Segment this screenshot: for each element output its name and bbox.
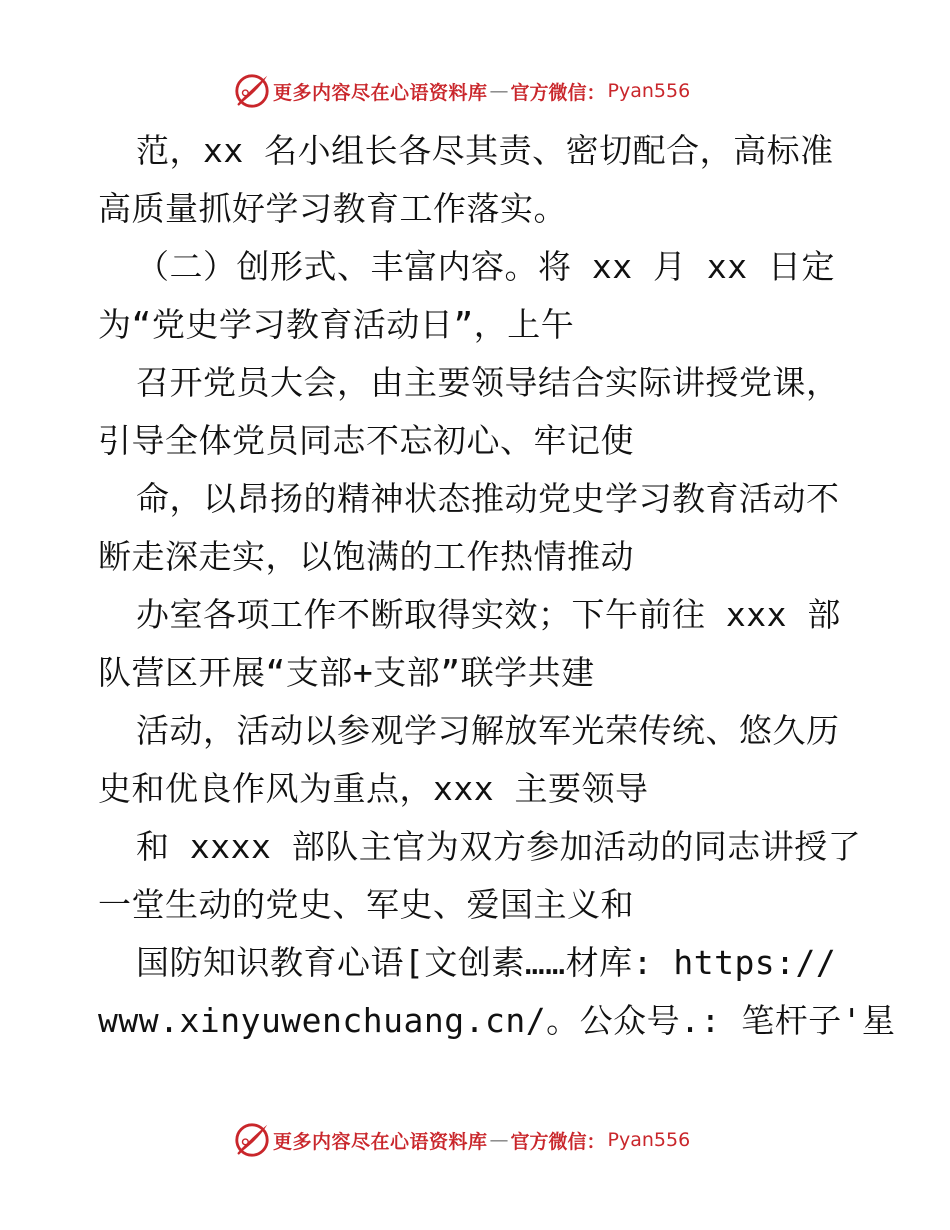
header-separator: — [489, 80, 509, 102]
quill-pen-circle-icon [233, 72, 271, 110]
quill-pen-circle-icon [233, 1121, 271, 1159]
body-line-11: 活动，活动以参观学习解放军光荣传统、悠久历 [136, 711, 840, 750]
body-line-8: 断走深走实，以饱满的工作热情推动 [98, 537, 634, 576]
document-body [98, 122, 896, 1050]
header-wechat-id: Pyan556 [607, 80, 691, 102]
body-line-6: 引导全体党员同志不忘初心、牢记使 [98, 421, 634, 460]
header-wechat-label: 官方微信： [510, 81, 606, 104]
body-line-15: 国防知识教育心语[文创素……材库: https:// [136, 943, 837, 982]
body-line-1: 范，xx 名小组长各尽其责、密切配合，高标准 [136, 131, 834, 170]
header-ad-text: 更多内容尽在心语资料库 [273, 81, 488, 104]
footer-ad-text: 更多内容尽在心语资料库 [273, 1130, 488, 1153]
body-line-3: （二）创形式、丰富内容。将 xx 月 xx 日定 [136, 247, 835, 286]
footer-wechat-id: Pyan556 [607, 1129, 691, 1151]
body-line-2: 高质量抓好学习教育工作落实。 [98, 189, 567, 228]
body-line-16: www.xinyuwenchuang.cn/。公众号.: 笔杆子'星 [98, 1001, 896, 1040]
body-line-7: 命，以昂扬的精神状态推动党史学习教育活动不 [136, 479, 840, 518]
body-line-9: 办室各项工作不断取得实效；下午前往 xxx 部 [136, 595, 841, 634]
body-line-12: 史和优良作风为重点，xxx 主要领导 [98, 769, 649, 808]
body-line-14: 一堂生动的党史、军史、爱国主义和 [98, 885, 634, 924]
footer-watermark-banner [233, 1120, 713, 1160]
body-line-10: 队营区开展“支部+支部”联学共建 [98, 653, 595, 692]
header-watermark-banner [233, 71, 713, 111]
body-line-5: 召开党员大会，由主要领导结合实际讲授党课， [136, 363, 840, 402]
body-line-4: 为“党史学习教育活动日”，上午 [98, 305, 575, 344]
body-line-13: 和 xxxx 部队主官为双方参加活动的同志讲授了 [136, 827, 862, 866]
footer-separator: — [489, 1129, 509, 1151]
footer-wechat-label: 官方微信： [510, 1130, 606, 1153]
